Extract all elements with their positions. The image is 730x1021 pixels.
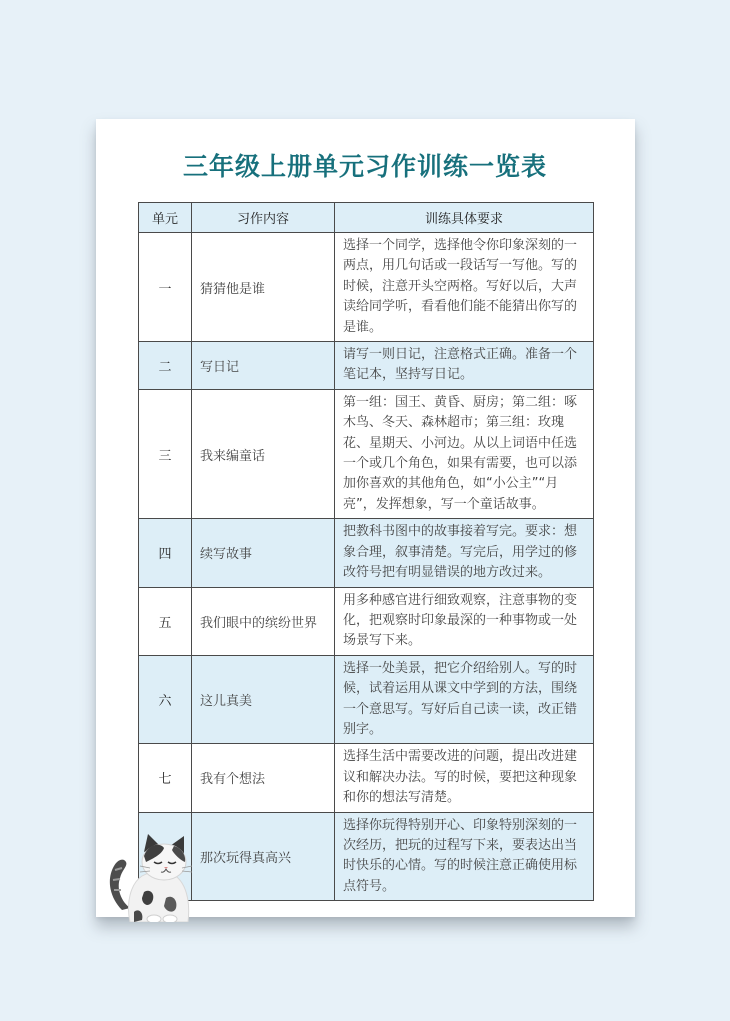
- requirement-cell: 把教科书图中的故事接着写完。要求：想象合理，叙事清楚。写完后，用学过的修改符号把有明显错误的地方改过来。: [335, 519, 594, 587]
- cat-paw: [147, 915, 161, 922]
- topic-cell: 写日记: [192, 342, 335, 390]
- table-row: [139, 587, 594, 655]
- requirement-cell: 选择生活中需要改进的问题，提出改进建议和解决办法。写的时候，要把这种现象和你的想法写清楚。: [335, 744, 594, 812]
- table-row: [139, 389, 594, 518]
- unit-cell: 六: [139, 655, 192, 744]
- table-row: [139, 655, 594, 744]
- cat-tail: [110, 860, 130, 910]
- unit-cell: 二: [139, 342, 192, 390]
- page-title: 三年级上册单元习作训练一览表: [182, 152, 547, 181]
- unit-cell: 一: [139, 233, 192, 342]
- topic-cell: 续写故事: [192, 519, 335, 587]
- cat-paw: [163, 915, 177, 922]
- requirement-cell: 第一组：国王、黄昏、厨房；第二组：啄木鸟、冬天、森林超市；第三组：玫瑰花、星期天、小河边。从以上词语中任选一个或几个角色，如果有需要，也可以添加你喜欢的其他角色，如“小公主”“月亮”，发挥想象，写一个童话故事。: [335, 389, 594, 518]
- header-requirement: 训练具体要求: [335, 203, 594, 233]
- cat-illustration: [104, 832, 196, 922]
- requirement-cell: 选择一个同学，选择他令你印象深刻的一两点，用几句话或一段话写一写他。写的时候，注意开头空两格。写好以后，大声读给同学听，看看他们能不能猜出你写的是谁。: [335, 233, 594, 342]
- requirement-cell: 用多种感官进行细致观察，注意事物的变化，把观察时印象最深的一种事物或一处场景写下来。: [335, 587, 594, 655]
- header-topic: 习作内容: [192, 203, 335, 233]
- topic-cell: 我有个想法: [192, 744, 335, 812]
- table-row: [139, 744, 594, 812]
- topic-cell: 我们眼中的缤纷世界: [192, 587, 335, 655]
- table-row: [139, 233, 594, 342]
- unit-cell: 三: [139, 389, 192, 518]
- table-header-row: [139, 203, 594, 233]
- unit-cell: 七: [139, 744, 192, 812]
- requirement-cell: 选择一处美景，把它介绍给别人。写的时候，试着运用从课文中学到的方法，围绕一个意思写。写好后自己读一读，改正错别字。: [335, 655, 594, 744]
- requirement-cell: 选择你玩得特别开心、印象特别深刻的一次经历，把玩的过程写下来，要表达出当时快乐的心情。写的时候注意正确使用标点符号。: [335, 812, 594, 901]
- table-row: [139, 812, 594, 901]
- topic-cell: 猜猜他是谁: [192, 233, 335, 342]
- table-row: [139, 519, 594, 587]
- topic-cell: 这儿真美: [192, 655, 335, 744]
- unit-cell: 五: [139, 587, 192, 655]
- header-unit: 单元: [139, 203, 192, 233]
- topic-cell: 那次玩得真高兴: [192, 812, 335, 901]
- requirement-cell: 请写一则日记，注意格式正确。准备一个笔记本，坚持写日记。: [335, 342, 594, 390]
- topic-cell: 我来编童话: [192, 389, 335, 518]
- unit-cell: 四: [139, 519, 192, 587]
- table-row: [139, 342, 594, 390]
- writing-training-table: [138, 202, 594, 901]
